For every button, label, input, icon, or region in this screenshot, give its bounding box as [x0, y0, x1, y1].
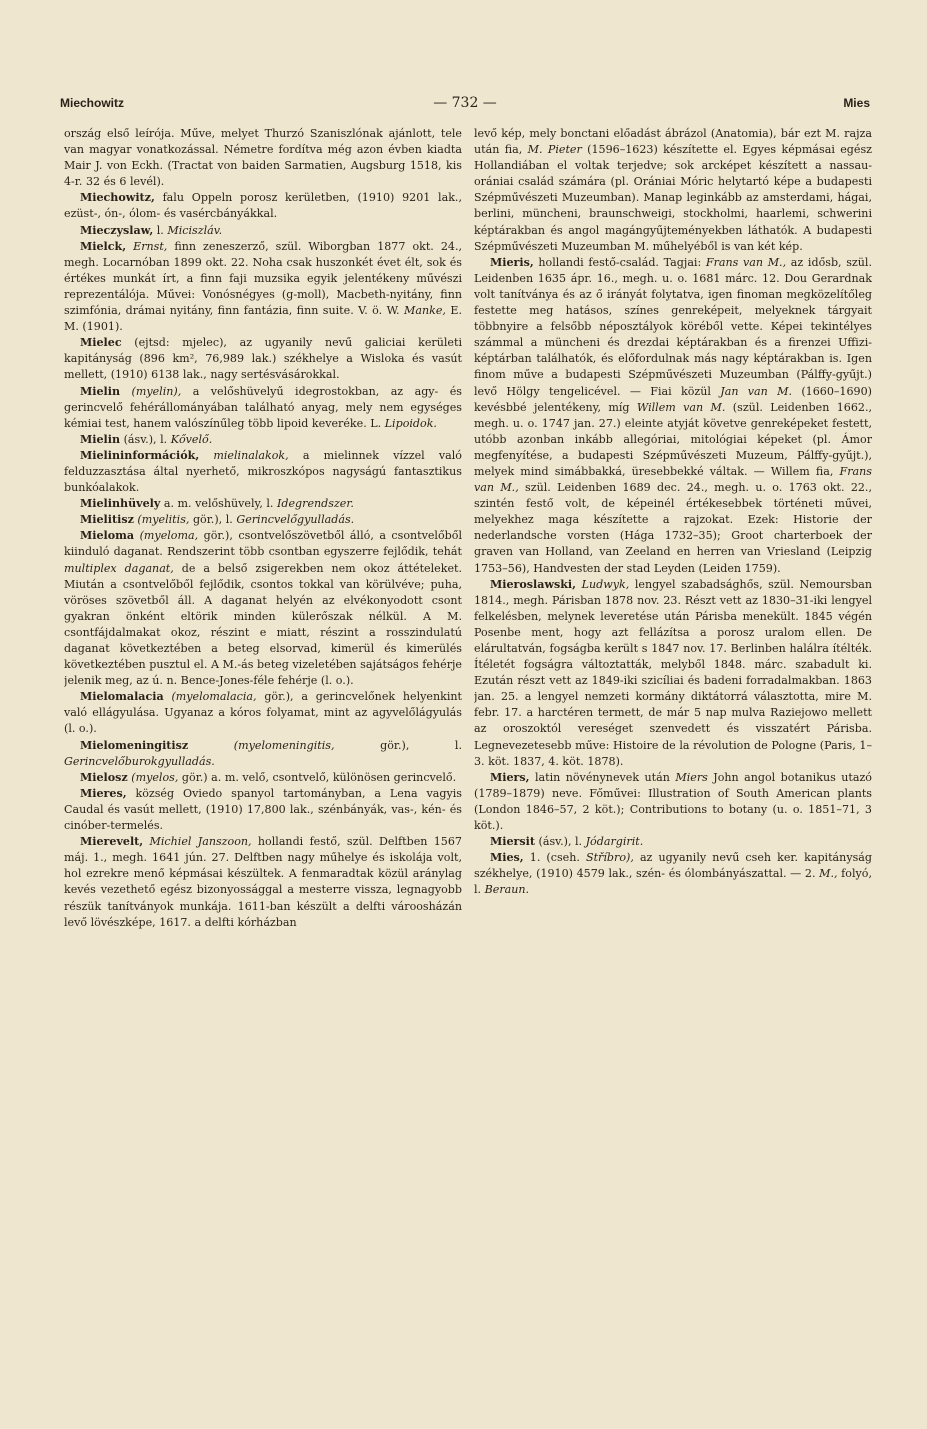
- entry-headword: Miechowitz,: [80, 191, 155, 205]
- entry-headword: Miers,: [490, 770, 530, 784]
- right-column: [474, 126, 872, 1396]
- entry-text: l.: [153, 223, 168, 237]
- entry-headword: Mielinhüvely: [80, 497, 161, 511]
- dictionary-entry: [474, 255, 872, 577]
- dictionary-entry: [474, 770, 872, 834]
- entry-text: John angol botanikus utazó (1789–1879) neve. Főművei: Illustration of South American plants (London 1846–57, 2 köt.); Contributions to botany (u. o. 1851–71, 3 köt.).: [474, 770, 872, 833]
- dictionary-entry: [64, 528, 462, 689]
- entry-text: (myeloma,: [139, 529, 199, 543]
- entry-text: Ernst,: [133, 239, 168, 253]
- entry-text: Jódargirit.: [585, 835, 644, 849]
- entry-text: latin növénynevek után: [529, 770, 676, 784]
- entry-text: de a belső zsigerekben nem okoz áttételeket. Miután a csontvelőből fejlődik, csontos tokkal van körülvéve; puha, vöröses szövetből áll. A daganat helyén az elvékonyodott csont gyakran önként eltörik minden külerőszak nélkül. A M. csontfájdalmakat okoz, részint e miatt, részint a rosszindulatú daganat következtében a beteg elsorvad, kimerül és kimerülés következtében pusztul el. A M.-ás beteg vizeletében sajátságos fehérje jelenik meg, az ú. n. Bence-Jones-féle fehérje (l. o.).: [64, 561, 462, 688]
- entry-headword: Mierevelt,: [80, 835, 144, 849]
- entry-text: lengyel szabadsághős, szül. Nemoursban 1814., megh. Párisban 1878 nov. 23. Részt vett az 1830–31-iki lengyel felkelésben, melynek leveretése után Párisba menekült. 1845 végén Posenbe ment, hogy azt fellázítsa a porosz uralom ellen. De elárultatván, fogságba került s 1847 nov. 17. Berlinben halálra ítélték. Ítéletét fogságra változtatták, melyből 1848. márc. szabadult ki. Ezután részt vett az 1849-iki szicíliai és badeni forradalmakban. 1863 jan. 25. a lengyel nemzeti kormány diktátorrá választotta, mire M. febr. 17. a harctéren termett, de már 5 nap mulva Raziejowo mellett az oroszoktól vereséget szenvedett és visszatért Párisba. Legnevezetesebb műve: Histoire de la révolution de Pologne (Paris, 1–3. köt. 1837, 4. köt. 1878).: [474, 577, 872, 768]
- entry-text: Gerincvelőburokgyulladás.: [64, 754, 215, 768]
- entry-headword: Mieczyslaw,: [80, 223, 154, 237]
- dictionary-entry: [64, 770, 462, 786]
- dictionary-entry: [64, 190, 462, 222]
- dictionary-entry: [64, 239, 462, 336]
- entry-text: (myelitis,: [137, 513, 190, 527]
- page-number: — 732 —: [433, 95, 497, 111]
- entry-text: [120, 385, 131, 398]
- entry-text: hollandi festő, szül. Delftben 1567 máj. 1., megh. 1641 jún. 27. Delftben nagy műhelye és iskolája volt, hol ezrekre menő képmásai készültek. A fenmaradtak közül aránylag kevés vezethető egész bizonyossággal a mesterre vissza, legnagyobb részük tanítványok munkája. 1611-ban készült a delfti vároosházán levő lövészképe, 1617. a delfti kórházban: [64, 835, 462, 929]
- entry-text: (ejtsd: mjelec), az ugyanily nevű galiciai kerületi kapitányság (896 km², 76,989 lak.) székhelye a Wisloka és vasút mellett, (1910) 6138 lak., nagy sertésvásárokkal.: [64, 336, 462, 382]
- dictionary-entry: [474, 577, 872, 770]
- entry-headword: Mielin: [80, 432, 121, 446]
- entry-text: ország első leírója. Műve, melyet Thurzó Szaniszlónak ajánlott, tele van magyar vonatkozással. Németre fordítva még azon évben kiadta Mair J. von Eckh. (Tractat von baiden Sarmatien, Augsburg 1518, kis 4-r. 32 és 6 levél).: [64, 127, 462, 189]
- entry-text: gör.), l.: [334, 738, 462, 752]
- entry-text: gör.), l.: [189, 513, 237, 527]
- dictionary-entry: [64, 223, 462, 239]
- dictionary-entry: [64, 738, 462, 770]
- entry-headword: Mielomalacia: [80, 690, 164, 704]
- entry-text: (ásv.), l.: [534, 835, 586, 849]
- entry-text: szül. Leidenben 1689 dec. 24., megh. u. o. 1763 okt. 22., szintén festő volt, de képeinél értékesebbek történeti művei, melyekhez maga készítette a rajzokat. Ezek: Historie der nederlandsche vorsten (Hága 1732–35); Groot charterboek der graven van Holland, van Zeeland en herren van Vriesland (Leipzig 1753–56), Handvesten der stad Leyden (Leiden 1759).: [474, 481, 872, 575]
- entry-text: Michiel Janszoon,: [149, 835, 252, 849]
- entry-headword: Mielininformációk,: [80, 448, 200, 462]
- header-left-keyword: Miechowitz: [60, 96, 125, 110]
- entry-text: (myelos,: [131, 770, 179, 784]
- entry-text: finn zeneszerző, szül. Wiborgban 1877 okt. 24., megh. Locarnóban 1899 okt. 22. Noha csak huszonkét évet élt, sok és értékes munkát írt, a finn faji muzsika egyik jelentékeny művészi reprezentálója. Művei: Vonósnégyes (g-moll), Macbeth-nyitány, finn szimfónia, drámai nyitány, finn fantázia, finn suite. V. ö. W.: [64, 239, 462, 318]
- entry-text: (myelomeningitis,: [233, 738, 335, 752]
- entry-text: az idősb, szül. Leidenben 1635 ápr. 16., megh. u. o. 1681 márc. 12. Dou Gerardnak volt tanítványa és az ő irányát folytatva, igen finoman megközelítőleg festette meg hatásos, színes genreképeit, melyeknek tárgyait többnyire a felsőbb néposztályok köréből vette. Képei tekintélyes számmal a müncheni és drezdai képtárakban és a firenzei Uffizi-képtárban találhatók, és előfordulnak más nagy képtárakban is. Igen finom műve a budapesti Szépművészeti Muzeumban (Pálffy-gyűjt.) levő Hölgy tengelicével. — Fiai közül: [474, 255, 872, 398]
- dictionary-entry: [64, 448, 462, 496]
- entry-headword: Mielitisz: [80, 513, 134, 527]
- entry-text: gör.) a. m. velő, csontvelő, különösen gerincvelő.: [178, 770, 457, 784]
- entry-text: levő kép, mely bonctani előadást ábrázol (Anatomia), bár ezt M. rajza után fia,: [474, 127, 872, 157]
- entry-text: Jan van M.: [720, 384, 793, 398]
- entry-text: M. Pieter: [527, 143, 582, 157]
- entry-text: a velőshüvelyű idegrostokban, az agy- és gerincvelő fehérállományában található anyag, mely nem egységes kémiai test, hanem valószínűleg több lipoid keveréke. L.: [64, 384, 462, 430]
- entry-headword: Mieloma: [80, 529, 135, 543]
- entry-text: Miers: [675, 770, 708, 784]
- entry-text: Manke,: [404, 304, 446, 318]
- entry-text: Frans van M.,: [474, 464, 872, 495]
- entry-text: Frans van M.,: [705, 255, 787, 269]
- entry-text: falu Oppeln porosz kerületben, (1910) 9201 lak., ezüst-, ón-, ólom- és vasércbányákkal.: [64, 191, 462, 221]
- entry-text: Ludwyk,: [581, 577, 630, 591]
- entry-text: 1. (cseh.: [523, 851, 586, 865]
- entry-text: a. m. velőshüvely, l.: [160, 497, 277, 511]
- entry-text: Gerincvelőgyulladás.: [236, 513, 355, 527]
- entry-text: folyó, l.: [474, 867, 872, 897]
- entry-text: Lipoidok.: [384, 416, 437, 430]
- entry-text: gör.), a gerincvelőnek helyenkint való ellágyulása. Ugyanaz a kóros folyamat, mint az agyvelőlágyulás (l. o.).: [64, 690, 462, 736]
- entry-headword: Mieroslawski,: [490, 577, 577, 591]
- entry-text: Idegrendszer.: [276, 497, 354, 511]
- entry-text: [188, 739, 234, 752]
- entry-headword: Mielin: [80, 384, 121, 398]
- dictionary-entry: [64, 834, 462, 931]
- dictionary-entry: [64, 512, 462, 528]
- entry-text: mielinalakok,: [213, 448, 289, 462]
- entry-headword: Miersit: [490, 835, 535, 849]
- entry-text: a mielinnek vízzel való felduzzasztása által nyerhető, mikroszkópos nagyságú fantasztikus bunkóalakok.: [64, 448, 462, 495]
- entry-headword: Mies,: [490, 851, 524, 865]
- entry-text: [199, 449, 213, 462]
- entry-text: (myelin),: [131, 384, 182, 398]
- dictionary-entry: [64, 432, 462, 448]
- dictionary-entry: [64, 496, 462, 512]
- entry-text: (1596–1623) készítette el. Egyes képmásai egész Hollandiában el voltak terjedve; sok arcképet készített a nassau-orániai család számára (pl. Orániai Móric helytartó képe a budapesti Szépművészeti Muzeumban). Manap leginkább az amsterdami, hágai, berlini, müncheni, braunschweigi, stockholmi, haarlemi, schwerini képtárakban és angol magángyűjteményekben láthatók. A budapesti Szépművészeti Muzeumban M. műhelyéből is van két kép.: [474, 143, 872, 253]
- entry-text: (myelomalacia,: [171, 690, 257, 704]
- entry-headword: Mielck,: [80, 239, 127, 253]
- entry-headword: Mieris,: [490, 255, 534, 269]
- dictionary-entry: [64, 335, 462, 383]
- entry-headword: Mielec: [80, 336, 122, 350]
- header-right-keyword: Mies: [843, 96, 870, 110]
- entry-text: M.,: [819, 867, 838, 881]
- entry-text: Beraun.: [484, 883, 530, 897]
- entry-text: Willem van M.: [636, 400, 726, 414]
- entry-text: Kővelő.: [170, 432, 213, 446]
- entry-text: (szül. Leidenben 1662., megh. u. o. 1747 jan. 27.) eleinte atyját követve genreképeket festett, utóbb azonban inkább allegóriai, mitológiai képeket (pl. Ámor megfenyítése, a budapesti Szépművészeti Muzeum, Pálffy-gyűjt.), melyek mind simábbakká, üresebbekké váltak. — Willem fia,: [474, 400, 872, 478]
- dictionary-entry: [64, 689, 462, 737]
- entry-text: E. M. (1901).: [64, 304, 462, 334]
- page-header: [60, 92, 870, 114]
- entry-text: (1660–1690) kevésbbé jelentékeny, míg: [474, 384, 872, 414]
- entry-text: Stříbro),: [586, 851, 634, 865]
- entry-text: Miciszláv.: [167, 223, 223, 237]
- entry-headword: Mieres,: [80, 786, 127, 800]
- entry-text: község Oviedo spanyol tartományban, a Lena vagyis Caudal és vasút mellett, (1910) 17,800 lak., szénbányák, vas-, kén- és cinóber-termelés.: [64, 786, 462, 833]
- entry-headword: Mielomeningitisz: [80, 738, 189, 752]
- left-column: [64, 126, 462, 1396]
- dictionary-entry: [64, 384, 462, 432]
- entry-text: az ugyanily nevű cseh ker. kapitányság székhelye, (1910) 4579 lak., szén- és ólombányászattal. — 2.: [474, 851, 872, 881]
- entry-text: (ásv.), l.: [120, 432, 171, 446]
- entry-text: hollandi festő-család. Tagjai:: [533, 255, 706, 269]
- entry-headword: Mielosz: [80, 770, 128, 784]
- dictionary-entry: [474, 850, 872, 898]
- dictionary-entry: [64, 126, 462, 190]
- dictionary-entry: [64, 786, 462, 834]
- dictionary-entry: [474, 834, 872, 850]
- entry-text: multiplex daganat,: [64, 561, 174, 575]
- entry-text: gör.), csontvelőszövetből álló, a csontvelőből kiinduló daganat. Rendszerint több csontban egyszerre fejlődik, tehát: [64, 529, 462, 559]
- dictionary-entry: [474, 126, 872, 255]
